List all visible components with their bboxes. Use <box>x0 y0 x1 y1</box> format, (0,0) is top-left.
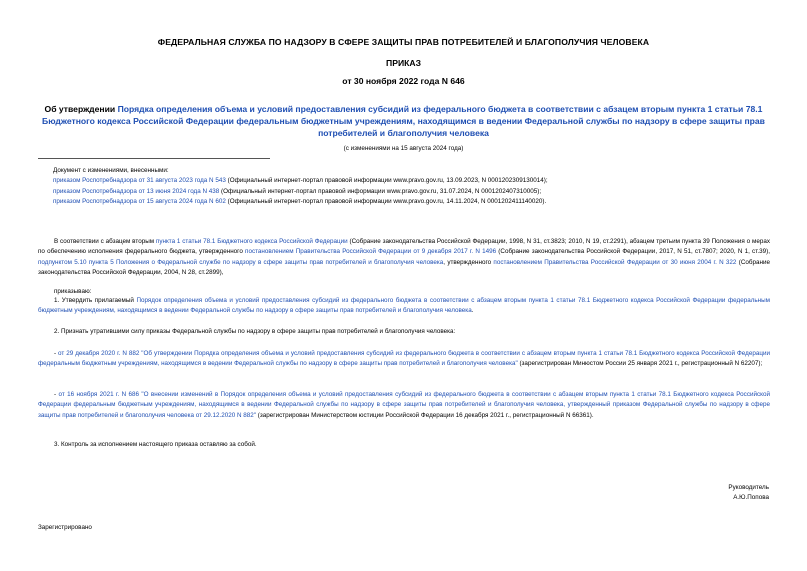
dash-marker: - <box>54 350 59 357</box>
change-source: (Официальный интернет-портал правовой информации www.pravo.gov.ru, 31.07.2024, N 0001202407310005); <box>219 187 542 195</box>
changes-intro: Документ с изменениями, внесенными: <box>53 167 169 174</box>
item-3-text: 3. Контроль за исполнением настоящего приказа оставляю за собой. <box>54 441 257 448</box>
item-2-text: 2. Признать утратившими силу приказы Федеральной службы по надзору в сфере защиты прав потребителей и благополучия человека: <box>54 328 456 335</box>
registered-label: Зарегистрировано <box>38 524 92 531</box>
document-date: от 30 ноября 2022 года N 646 <box>342 76 465 86</box>
change-link[interactable]: приказом Роспотребнадзора от 15 августа 2024 года N 602 <box>53 197 226 205</box>
repealed-order-1 <box>38 349 770 370</box>
preamble-link[interactable]: постановлением Правительства Российской Федерации от 30 июня 2004 г. N 322 <box>493 258 737 266</box>
change-link[interactable]: приказом Роспотребнадзора от 31 августа 2023 года N 543 <box>53 177 226 185</box>
title-prefix: Об утверждении <box>44 104 118 114</box>
edition-note: (с изменениями на 15 августа 2024 года) <box>343 145 464 152</box>
dash-marker: - <box>54 391 59 398</box>
preamble-text: В соответствии с абзацем вторым <box>54 238 156 245</box>
signature-block <box>728 483 769 504</box>
preamble-link[interactable]: постановлением Правительства Российской Федерации от 9 декабря 2017 г. N 1496 <box>245 248 497 256</box>
preamble-text: (Собрание законодательства Российской Федерации, 1998, N 31, ст.3823; 2010, N 19, ст.2291), абзацем третьим пункта 39 Положения о мерах по обеспечению исполнения федерального бюджета, утвержденного <box>38 238 770 256</box>
item-2 <box>38 327 770 337</box>
change-source: (Официальный интернет-портал правовой информации www.pravo.gov.ru, 13.09.2023, N 0001202309130014); <box>225 177 548 185</box>
change-item <box>53 197 773 207</box>
repealed-order-2 <box>38 390 770 421</box>
change-item <box>53 176 773 186</box>
repealed-order-2-link[interactable]: от 16 ноября 2021 г. N 686 "О внесении изменений в Порядок определения объема и условий предоставления субсидий из федерального бюджета в соответствии с абзацем вторым пункта 1 статьи 78.1 Бюджетного кодекса Российской Федерации федеральным бюджетным учреждениям, находящимся в ведении Федеральной службы по надзору в сфере защиты прав потребителей и благополучия человека, утвержденный приказом Федеральной службы по надзору в сфере защиты прав потребителей и благополучия человека от 29.12.2020 N 882" <box>38 391 770 419</box>
document-type: ПРИКАЗ <box>386 58 421 68</box>
preamble-link[interactable]: подпунктом 5.10 пункта 5 Положения о Федеральной службе по надзору в сфере защиты прав потребителей и благополучия человека <box>38 258 444 266</box>
signer-name: А.Ю.Попова <box>733 494 769 502</box>
repealed-order-1-link[interactable]: от 29 декабря 2020 г. N 882 "Об утверждении Порядка определения объема и условий предоставления субсидий из федерального бюджета в соответствии с абзацем вторым пункта 1 статьи 78.1 Бюджетного кодекса Российской Федерации федеральным бюджетным учреждениям, находящимся в ведении Федеральной службы по надзору в сфере защиты прав потребителей и благополучия человека" <box>38 350 770 368</box>
change-source: (Официальный интернет-портал правовой информации www.pravo.gov.ru, 14.11.2024, N 0001202411140020). <box>225 197 547 205</box>
signer-position: Руководитель <box>728 484 769 491</box>
change-link[interactable]: приказом Роспотребнадзора от 13 июня 2024 года N 438 <box>53 187 220 195</box>
title-link[interactable]: Порядка определения объема и условий предоставления субсидий из федерального бюджета в соответствии с абзацем вторым пункта 1 статьи 78.1 Бюджетного кодекса Российской Федерации федеральным бюджетным учреждениям, находящимся в ведении Федеральной службы по надзору в сфере защиты прав потребителей и благополучия человека <box>42 104 765 138</box>
preamble-link[interactable]: пункта 1 статьи 78.1 Бюджетного кодекса Российской Федерации <box>155 238 348 245</box>
repealed-order-1-registration: (зарегистрирован Минюстом России 25 января 2021 г., регистрационный N 62207); <box>517 360 763 368</box>
separator-rule <box>38 158 270 159</box>
preamble-text: (Собрание законодательства Российской Федерации, 2017, N 51, ст.7807; 2020, N 1, ст.39), <box>496 248 770 256</box>
change-item <box>53 187 773 197</box>
preamble-paragraph <box>38 237 770 278</box>
order-word-text: приказываю: <box>54 288 92 295</box>
repealed-order-2-registration: (зарегистрирован Министерством юстиции Российской Федерации 16 декабря 2021 г., регистрационный N 66361). <box>256 411 594 419</box>
item-1 <box>38 296 770 317</box>
preamble-text: , утвержденного <box>443 258 494 266</box>
item-3 <box>38 440 770 450</box>
item-1-link[interactable]: Порядок определения объема и условий предоставления субсидий из федерального бюджета в соответствии с абзацем вторым пункта 1 статьи 78.1 Бюджетного кодекса Российской Федерации федеральным бюджетным учреждениям, находящимся в ведении Федеральной службы по надзору в сфере защиты прав потребителей и благополучия человека <box>38 297 771 315</box>
item-1-end: . <box>471 307 474 315</box>
agency-name: ФЕДЕРАЛЬНАЯ СЛУЖБА ПО НАДЗОРУ В СФЕРЕ ЗАЩИТЫ ПРАВ ПОТРЕБИТЕЛЕЙ И БЛАГОПОЛУЧИЯ ЧЕЛОВЕКА <box>157 37 650 47</box>
item-1-text: 1. Утвердить прилагаемый <box>54 297 137 304</box>
preamble-text: (Собрание законодательства Российской Федерации, 2004, N 28, ст.2899), <box>38 258 770 276</box>
changes-block <box>53 166 773 207</box>
document-title <box>38 103 769 139</box>
